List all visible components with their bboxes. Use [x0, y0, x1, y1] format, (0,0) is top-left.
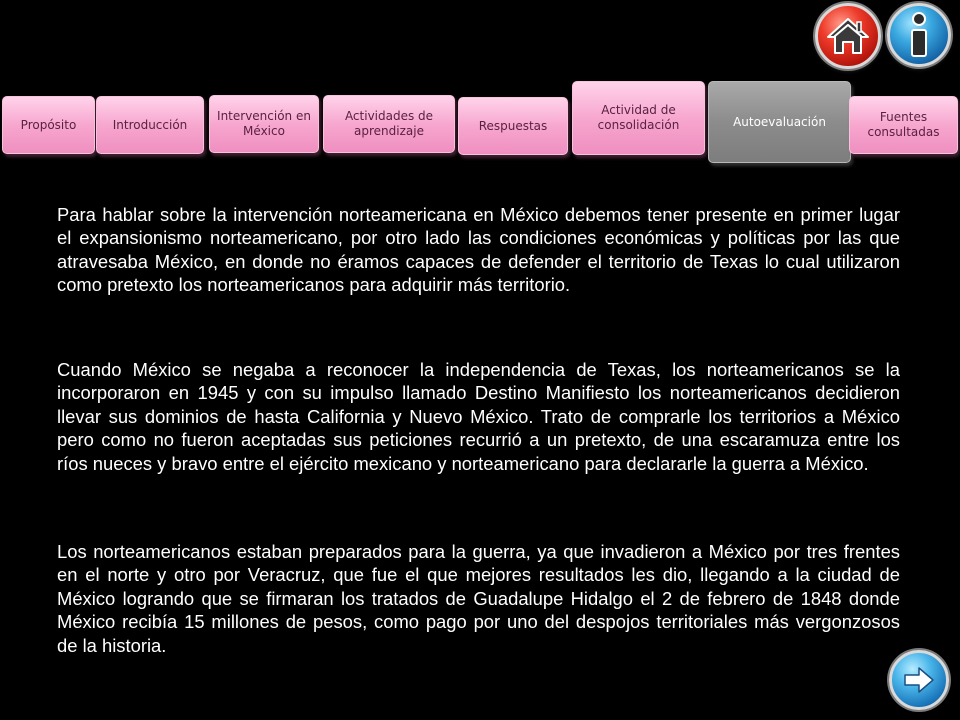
tab-proposito[interactable]: Propósito: [2, 96, 95, 154]
paragraph-2: Cuando México se negaba a reconocer la independencia de Texas, los norteamericanos se la incorporaron en 1945 y con su impulso llamado Destino Manifiesto los norteamericanos decidieron llevar sus dominios de hasta California y Nuevo México. Trato de comprarle los territorios a México pero como no fueron aceptadas sus peticiones recurrió a un pretexto, de una escaramuza entre los ríos nueces y bravo entre el ejército mexicano y norteamericano para declararle la guerra a México.: [57, 359, 900, 474]
tab-respuestas[interactable]: Respuestas: [458, 97, 568, 155]
info-icon: [904, 12, 934, 58]
paragraph-1: Para hablar sobre la intervención norteamericana en México debemos tener presente en primer lugar el expansionismo norteamericano, por otro lado las condiciones económicas y políticas por las que atravesaba México, en donde no éramos capaces de defender el territorio de Texas lo cual utilizaron como pretexto los norteamericanos para adquirir más territorio.: [57, 204, 900, 296]
tab-introduccion[interactable]: Introducción: [96, 96, 204, 154]
tab-actividad-de-consolidacion[interactable]: Actividad de consolidación: [572, 81, 705, 155]
tab-autoevaluacion[interactable]: Autoevaluación: [708, 81, 851, 163]
tab-intervencion-en-mexico[interactable]: Intervención en México: [209, 95, 319, 153]
arrow-right-icon: [902, 665, 936, 695]
next-button[interactable]: [889, 650, 949, 710]
home-button[interactable]: [815, 3, 881, 69]
tab-actividades-de-aprendizaje[interactable]: Actividades de aprendizaje: [323, 95, 455, 153]
info-button[interactable]: [887, 3, 951, 67]
tab-fuentes-consultadas[interactable]: Fuentes consultadas: [849, 96, 958, 154]
paragraph-3: Los norteamericanos estaban preparados para la guerra, ya que invadieron a México por tres frentes en el norte y otro por Veracruz, que fue el que mejores resultados les dio, llegando a la ciudad de México logrando que se firmaran los tratados de Guadalupe Hidalgo el 2 de febrero de 1848 donde México recibía 15 millones de pesos, como pago por uno del despojos territoriales más vergonzosos de la historia.: [57, 541, 900, 656]
home-icon: [826, 16, 870, 56]
